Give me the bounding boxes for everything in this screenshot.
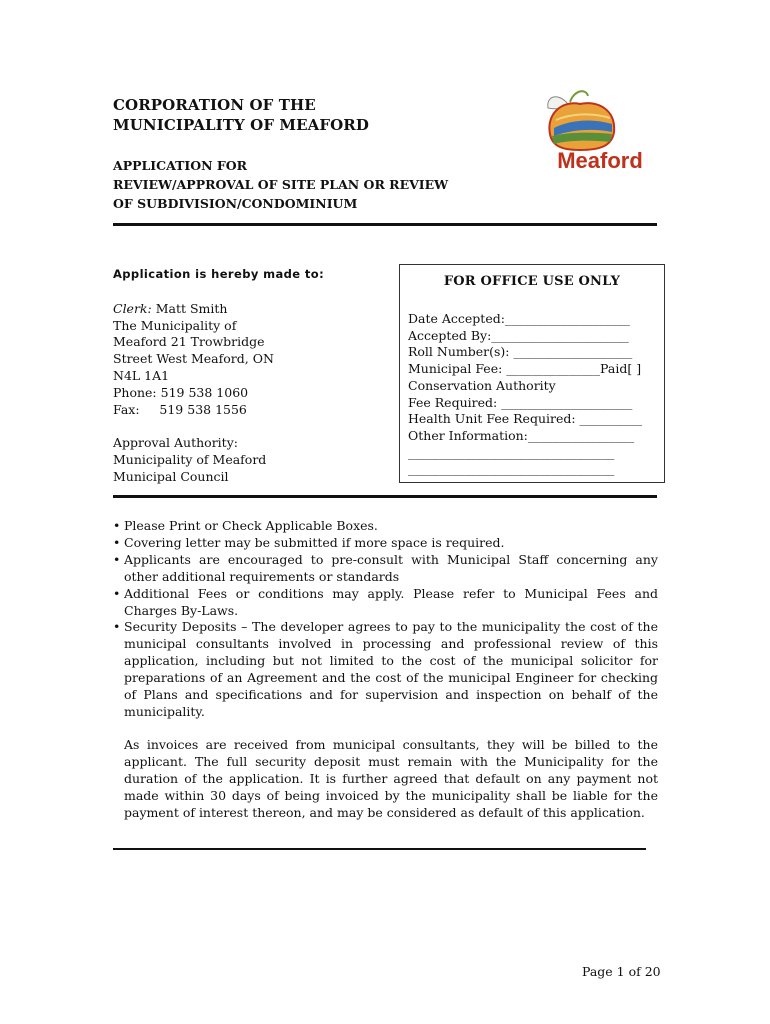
page-number: Page 1 of 20 [582, 964, 661, 979]
fax-line: Fax: 519 538 1556 [113, 401, 247, 417]
approval-authority-label: Approval Authority: [113, 435, 238, 451]
office-field-date-accepted[interactable]: Date Accepted:____________________ [408, 311, 630, 326]
application-title [113, 156, 448, 213]
address-line: The Municipality of [113, 317, 237, 333]
office-field-accepted-by[interactable]: Accepted By:______________________ [408, 327, 629, 343]
office-field-other-info[interactable]: Other Information:_________________ [408, 427, 635, 443]
address-line: N4L 1A1 [113, 367, 170, 383]
list-item: • Please Print or Check Applicable Boxes. [113, 518, 658, 535]
office-use-box [399, 264, 665, 483]
divider [113, 223, 657, 226]
address-line: Street West Meaford, ON [113, 351, 274, 367]
invoice-paragraph: As invoices are received from municipal consultants, they will be billed to the applicant. The full security deposit must remain with the Municipality for the duration of the application. It is further agreed that default on any payment not made within 30 days of being invoiced by the municipality shall be liable for the payment of interest thereon, and may be considered as default of this application. [124, 737, 658, 820]
office-field-blank-line[interactable]: _________________________________ [408, 461, 615, 477]
clerk-name: Matt Smith [151, 300, 228, 316]
logo-wordmark: Meaford [557, 148, 643, 173]
list-item: • Security Deposits – The developer agrees to pay to the municipality the cost of the municipal consultants involved in processing and professional review of this application, including but not limited to the cost of the municipal solicitor for preparations of an Agreement and the cost of the municipal Engineer for checking of Plans and specifications and for supervision and inspection on behalf of the municipality. [113, 619, 658, 720]
corp-title-line: CORPORATION OF THE [113, 96, 316, 114]
phone-line: Phone: 519 538 1060 [113, 384, 249, 400]
approval-authority-line: Municipality of Meaford [113, 452, 267, 468]
app-title-line: REVIEW/APPROVAL OF SITE PLAN OR REVIEW [113, 177, 449, 192]
list-item: • Applicants are encouraged to pre-consult with Municipal Staff concerning any other additional requirements or standards [113, 552, 658, 586]
apple-logo-icon [548, 91, 614, 150]
office-use-heading: FOR OFFICE USE ONLY [443, 274, 621, 289]
instructions-list [113, 518, 658, 721]
list-item: • Covering letter may be submitted if more space is required. [113, 535, 658, 552]
list-item: • Additional Fees or conditions may apply. Please refer to Municipal Fees and Charges By-Laws. [113, 586, 658, 620]
divider [113, 848, 646, 850]
corp-title-line: MUNICIPALITY OF MEAFORD [113, 116, 369, 134]
office-use-fields [408, 311, 658, 478]
clerk-label: Clerk: [113, 300, 152, 316]
office-field-blank-line[interactable]: _________________________________ [408, 444, 615, 460]
approval-authority-line: Municipal Council [113, 468, 229, 484]
office-field-conservation-label: Conservation Authority [408, 377, 556, 393]
divider [113, 495, 657, 498]
made-to-heading: Application is hereby made to: [113, 267, 325, 281]
app-title-line: OF SUBDIVISION/CONDOMINIUM [113, 196, 358, 211]
office-field-health-unit-fee[interactable]: Health Unit Fee Required: __________ [408, 411, 643, 427]
office-field-roll-number[interactable]: Roll Number(s): ___________________ [408, 344, 633, 360]
clerk-line [113, 301, 393, 318]
meaford-logo [540, 88, 662, 176]
app-title-line: APPLICATION FOR [113, 158, 248, 173]
office-field-fee-required[interactable]: Fee Required: _____________________ [408, 394, 633, 410]
applicant-section [113, 266, 393, 486]
office-field-municipal-fee[interactable]: Municipal Fee: _______________Paid[ ] [408, 361, 642, 377]
corporation-title [113, 95, 369, 135]
address-line: Meaford 21 Trowbridge [113, 334, 265, 350]
